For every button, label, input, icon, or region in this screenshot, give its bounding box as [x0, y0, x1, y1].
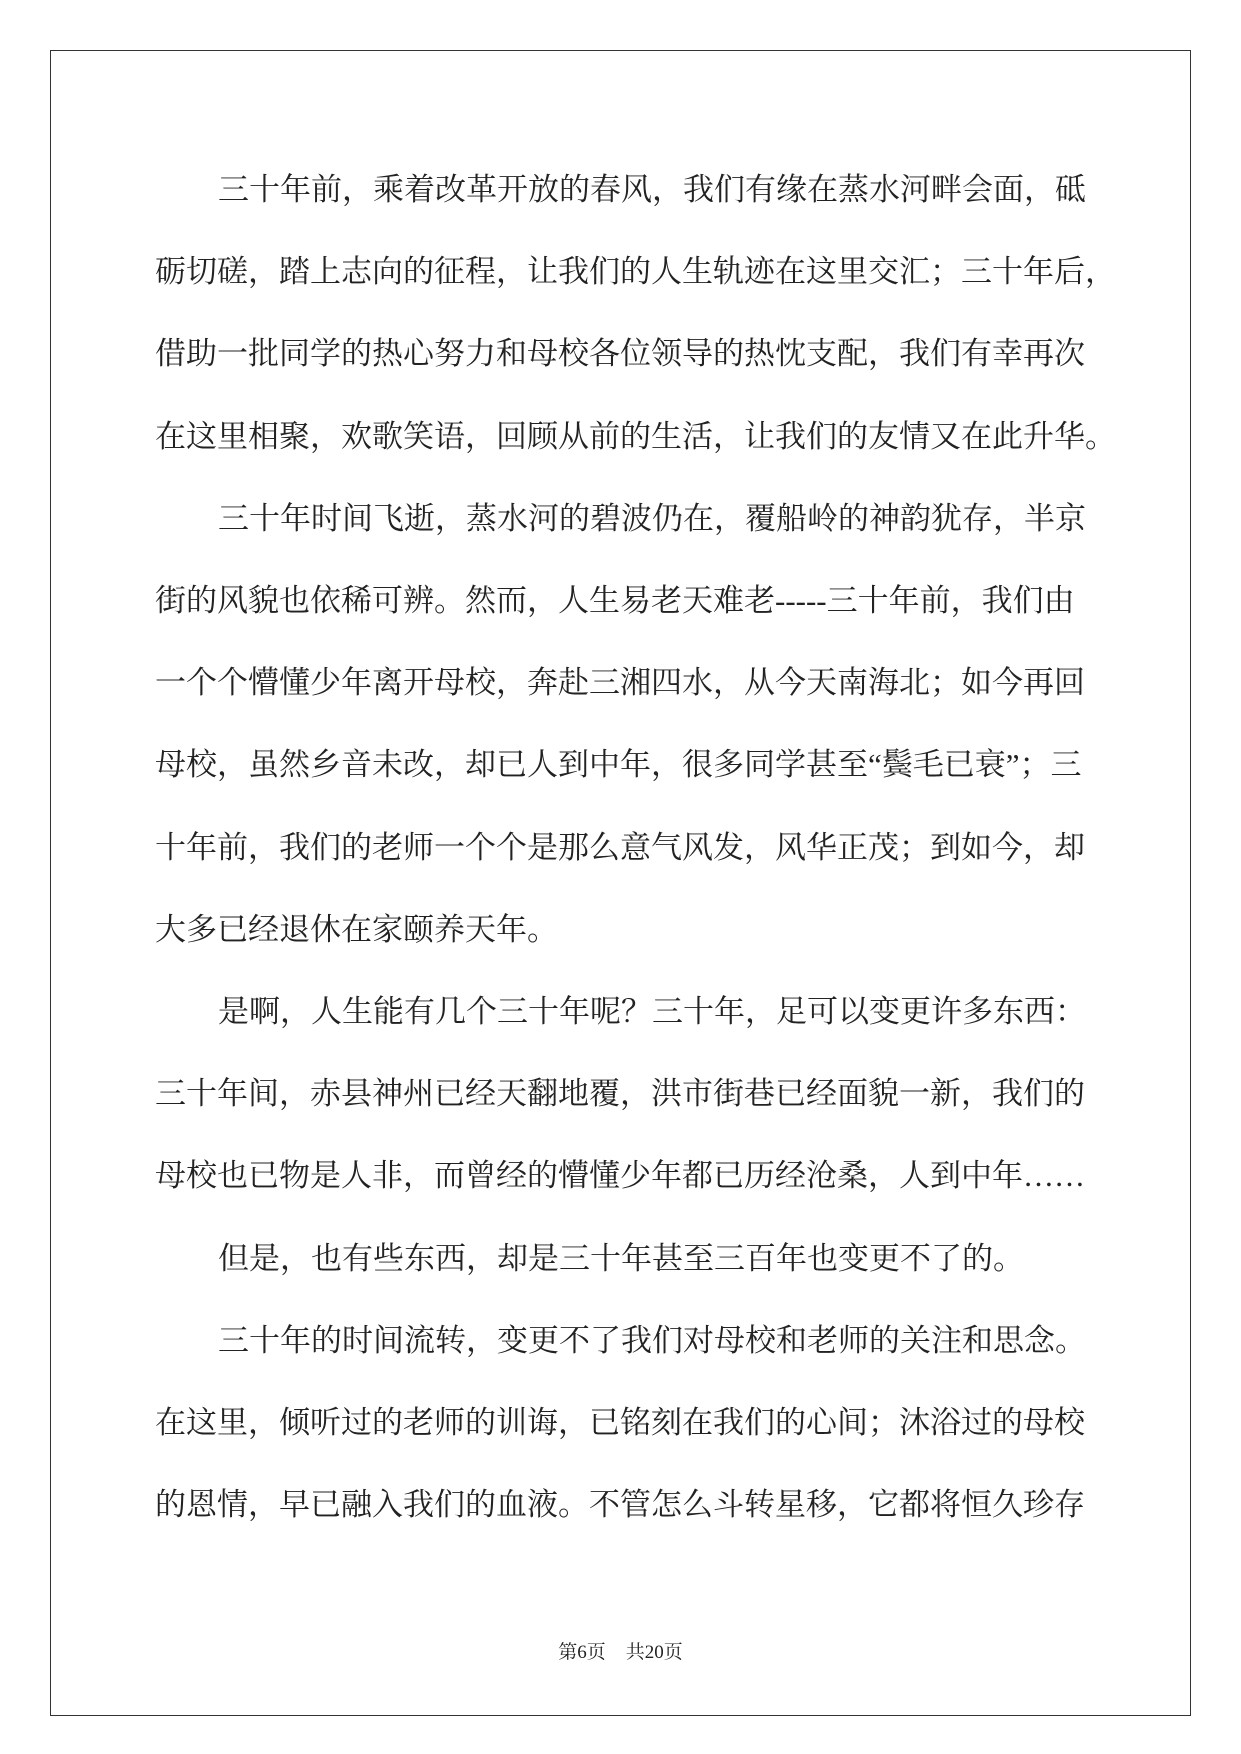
text-line: 三十年时间飞逝，蒸水河的碧波仍在，覆船岭的神韵犹存，半京: [218, 501, 1086, 536]
text-line: 是啊，人生能有几个三十年呢？三十年，足可以变更许多东西：: [218, 994, 1086, 1029]
page-footer: [0, 1642, 1241, 1664]
page-number: 第6页: [558, 1642, 606, 1663]
text-line: 三十年前，乘着改革开放的春风，我们有缘在蒸水河畔会面，砥: [218, 172, 1086, 207]
text-line: 三十年的时间流转，变更不了我们对母校和老师的关注和思念。: [218, 1323, 1086, 1358]
text-line: 的恩情，早已融入我们的血液。不管怎么斗转星移，它都将恒久珍存: [155, 1487, 1085, 1522]
text-line: 借助一批同学的热心努力和母校各位领导的热忱支配，我们有幸再次: [155, 336, 1085, 371]
text-line: 在这里，倾听过的老师的训诲，已铭刻在我们的心间；沐浴过的母校: [155, 1405, 1085, 1440]
text-line: 在这里相聚，欢歌笑语，回顾从前的生活，让我们的友情又在此升华。: [155, 419, 1116, 454]
text-line: 母校也已物是人非，而曾经的懵懂少年都已历经沧桑，人到中年……: [155, 1158, 1085, 1193]
text-line: 但是，也有些东西，却是三十年甚至三百年也变更不了的。: [218, 1241, 1024, 1276]
text-line: 一个个懵懂少年离开母校，奔赴三湘四水，从今天南海北；如今再回: [155, 665, 1085, 700]
text-line: 街的风貌也依稀可辨。然而，人生易老天难老-----三十年前，我们由: [155, 583, 1075, 618]
text-line: 母校，虽然乡音未改，却已人到中年，很多同学甚至“鬓毛已衰”；三: [155, 747, 1082, 782]
page-total: 共20页: [625, 1642, 683, 1663]
text-line: 砺切磋，踏上志向的征程，让我们的人生轨迹在这里交汇；三十年后，: [155, 254, 1116, 289]
text-line: 三十年间，赤县神州已经天翻地覆，洪市街巷已经面貌一新，我们的: [155, 1076, 1085, 1111]
text-line: 大多已经退休在家颐养天年。: [155, 912, 558, 947]
text-line: 十年前，我们的老师一个个是那么意气风发，风华正茂；到如今，却: [155, 830, 1085, 865]
page-border: [50, 50, 1191, 1716]
